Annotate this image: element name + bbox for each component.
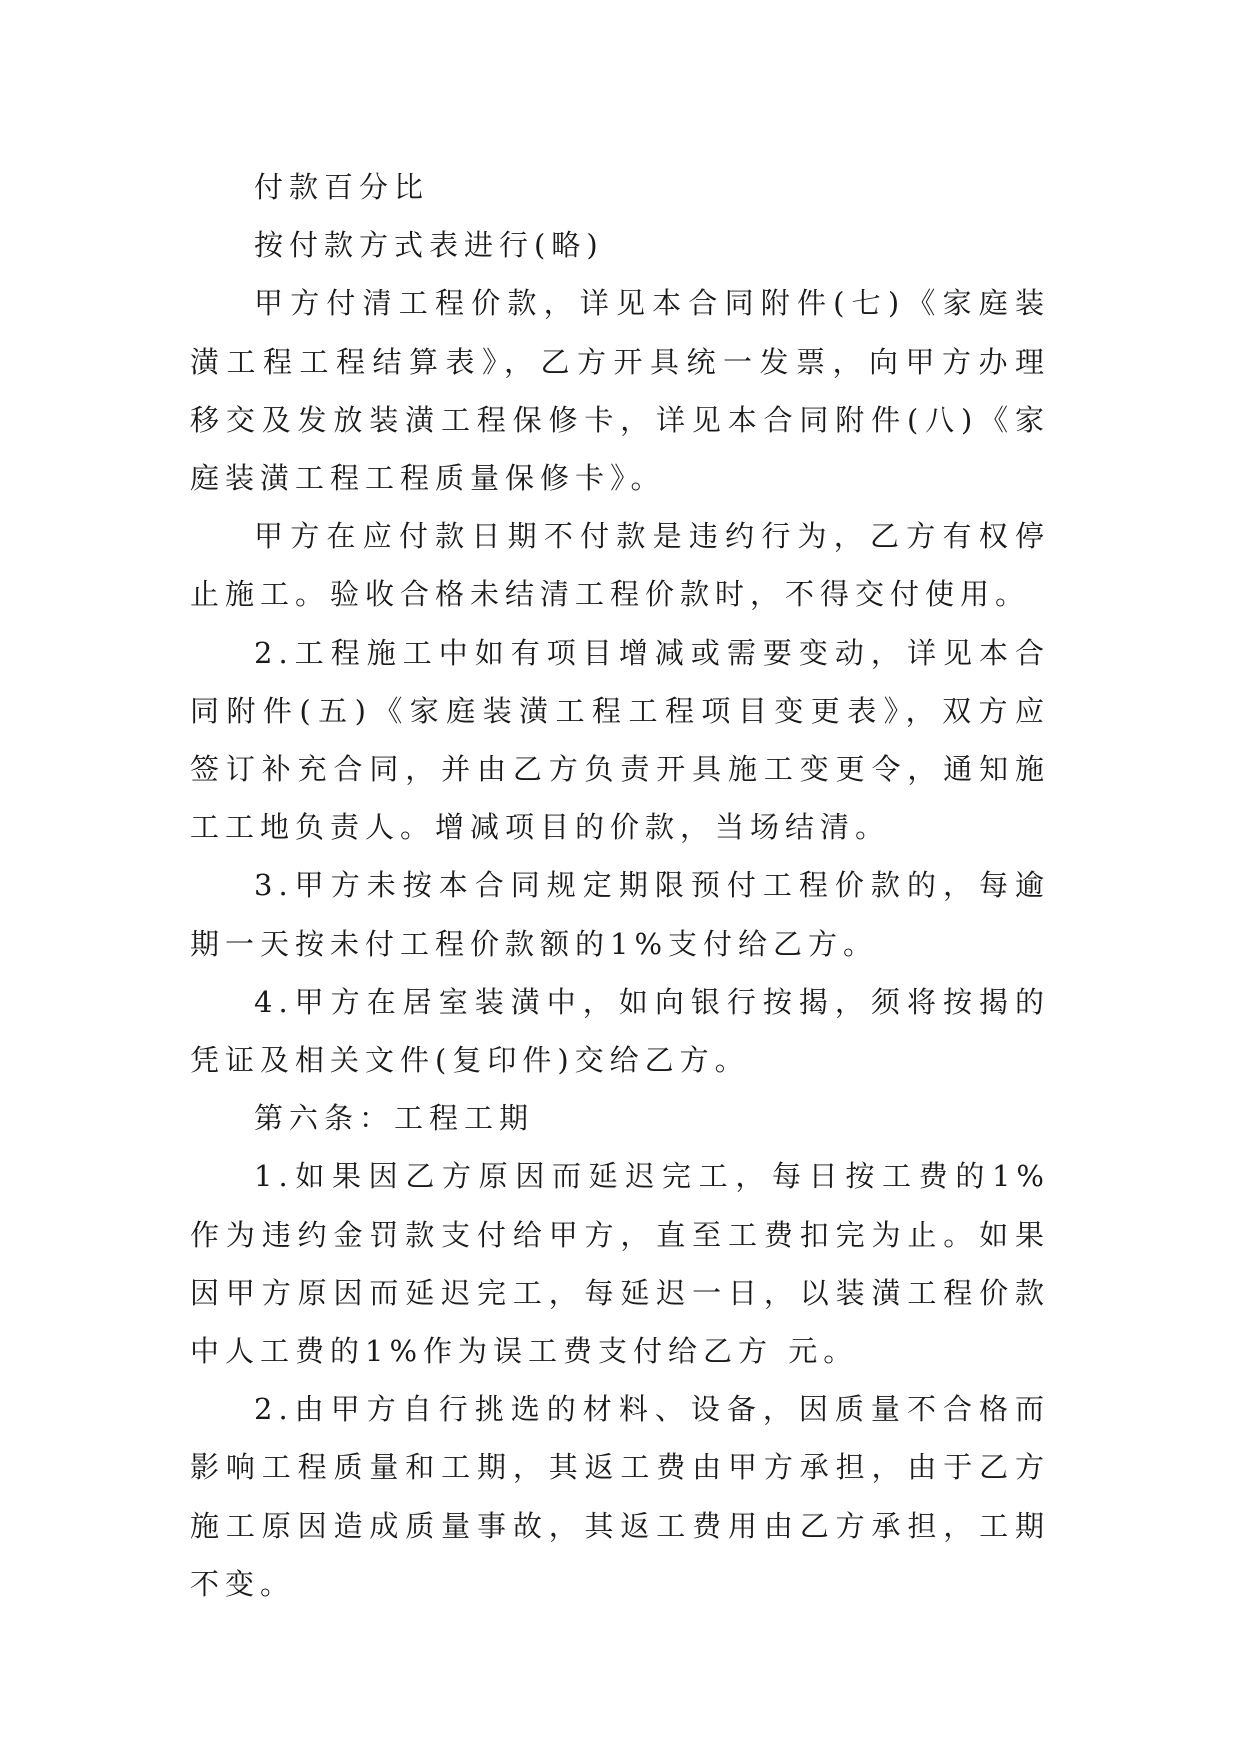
paragraph-delay-penalty: 1.如果因乙方原因而延迟完工，每日按工费的1%作为违约金罚款支付给甲方，直至工费扣完为止。如果因甲方原因而延迟完工，每延迟一日，以装潢工程价款中人工费的1%作为误工费支付给乙方 元。 [190, 1159, 1050, 1369]
paragraph-late-payment: 甲方在应付款日期不付款是违约行为，乙方有权停止施工。验收合格未结清工程价款时，不得交付使用。 [190, 519, 1050, 612]
paragraph-clause-3-prepayment: 3.甲方未按本合同规定期限预付工程价款的，每逾期一天按未付工程价款额的1%支付给乙方。 [190, 868, 1050, 961]
paragraph-material-quality: 2.由甲方自行挑选的材料、设备，因质量不合格而影响工程质量和工期，其返工费由甲方承担，由于乙方施工原因造成质量事故，其返工费用由乙方承担，工期不变。 [190, 1392, 1050, 1601]
paragraph-clause-4-mortgage: 4.甲方在居室装潢中，如向银行按揭，须将按揭的凭证及相关文件(复印件)交给乙方。 [190, 984, 1050, 1078]
document-body [190, 158, 1050, 1613]
paragraph-clause-2-changes: 2.工程施工中如有项目增减或需要变动，详见本合同附件(五)《家庭装潢工程工程项目变更表》，双方应签订补充合同，并由乙方负责开具施工变更令，通知施工工地负责人。增减项目的价款，当场结清。 [190, 635, 1050, 845]
paragraph-settlement: 甲方付清工程价款，详见本合同附件(七)《家庭装潢工程工程结算表》，乙方开具统一发票，向甲方办理移交及发放装潢工程保修卡，详见本合同附件(八)《家庭装潢工程工程质量保修卡》。 [190, 286, 1050, 496]
section-heading-article-6: 第六条：工程工期 [254, 1101, 535, 1136]
paragraph-payment-method: 按付款方式表进行(略) [254, 228, 604, 263]
paragraph-payment-percentage: 付款百分比 [254, 170, 430, 204]
